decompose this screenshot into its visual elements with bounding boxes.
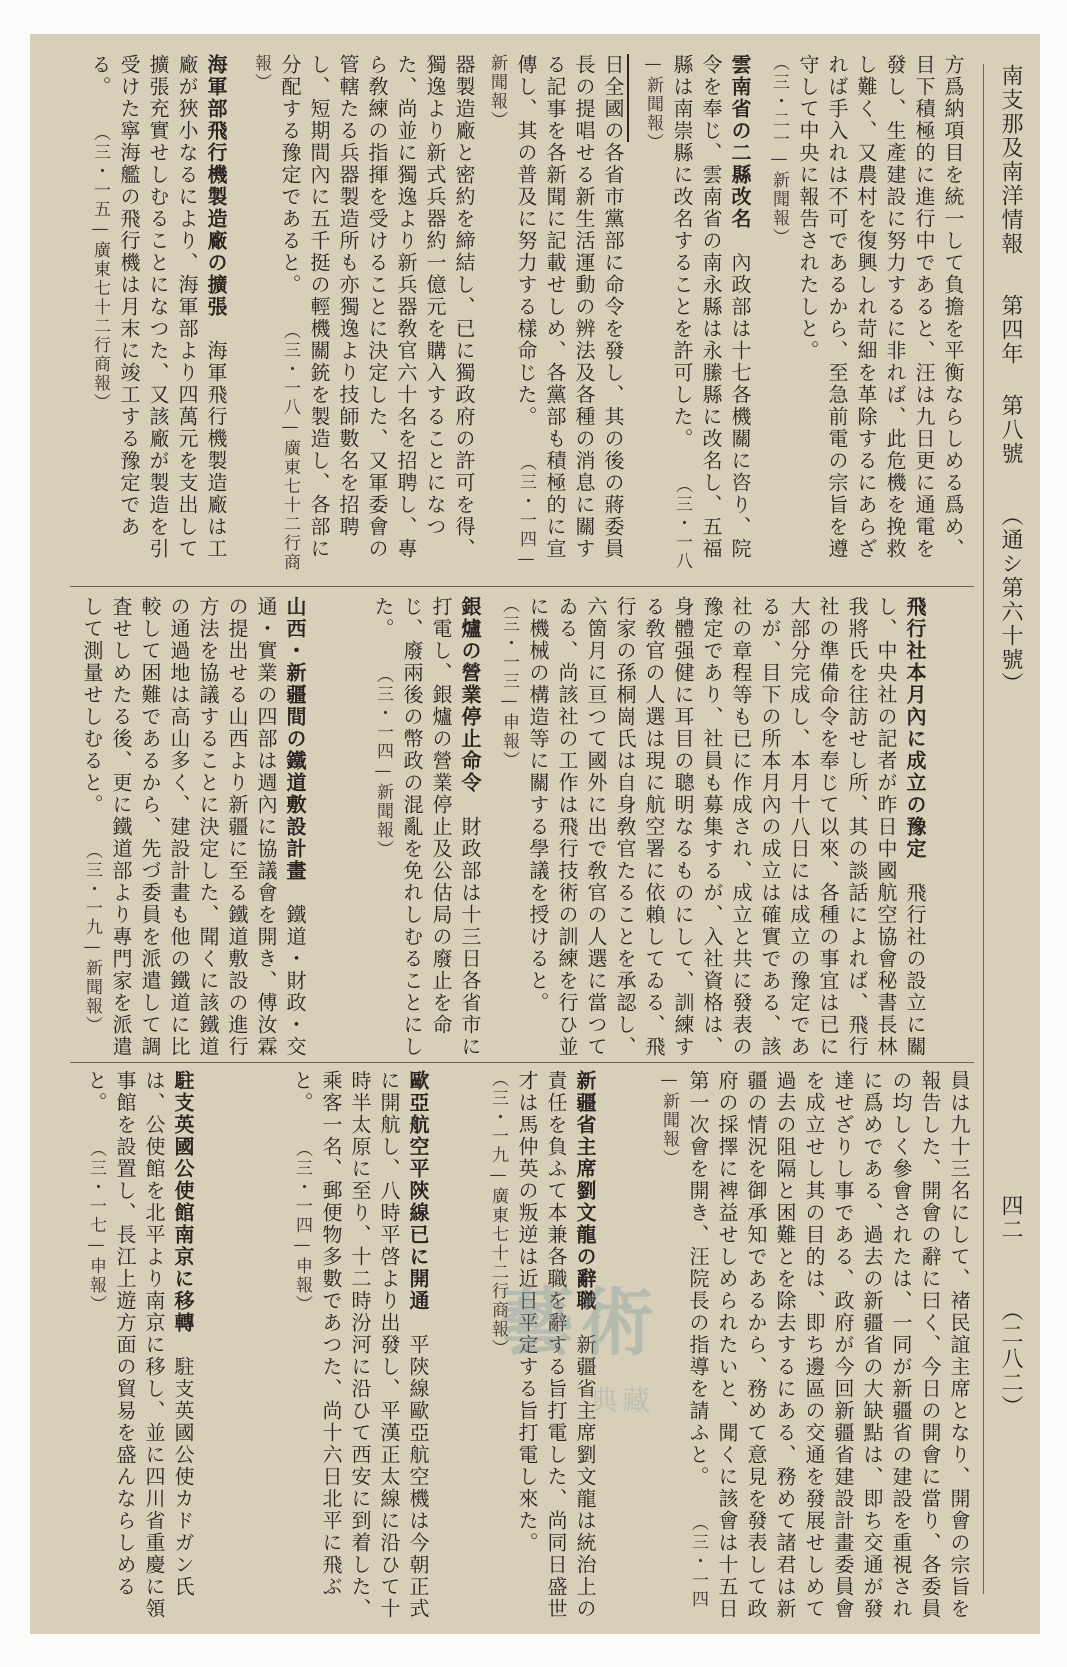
article-source: （三・一四—新聞報） [373, 666, 393, 859]
article-body: 海軍飛行機製造廠は工廠が狹小なるにより、海軍部より四萬元を支出して擴張充實せしむることになつた、又該廠が製造を引受けた寧海艦の飛行機は月末に竣工する豫定である。 [88, 54, 228, 560]
middle-rule-bottom [70, 1062, 974, 1063]
article-body: 新疆省主席劉文龍は統治上の責任を負ふて本兼各職を辭する旨打電した、尚同日盛世才は馬仲英の叛逆は近日平定する旨打電し來た。 [515, 1070, 597, 1620]
section-title-other [627, 54, 632, 142]
archive-watermark-sub: 典藏 [590, 1384, 655, 1417]
article-continuation [764, 54, 974, 579]
article-heading: 駐支英國公使館南京に移轉 [171, 1070, 195, 1334]
article-body: 平陝線歐亞航空機は今朝正式に開航し、八時平啓より出發し、平漢正太線に沿ひて十時半太原に至り、十二時汾河に沿ひて西安に到着した、乘客一名、郵便物多數であつた、尚十六日北平に飛ぶと。 [290, 1070, 430, 1620]
article-new-life [482, 54, 632, 579]
issue-label: 第八號 [998, 394, 1023, 466]
page-number: 四二 [998, 1194, 1023, 1242]
page-total: （二八二） [998, 1299, 1023, 1419]
article-source: （三・一四—申報） [292, 1140, 312, 1314]
article-source: （三・二一—新聞報） [769, 54, 789, 247]
article-eurasia-airline [287, 1070, 477, 1620]
document-page [30, 34, 1040, 1634]
header-rule [983, 64, 984, 1594]
article-body: 駐支英國公使カドガン氏は、公使館を北平より南京に移し、並に四川省重慶に領事館を設置し、長江上遊方面の貿易を盛んならしめると。 [84, 1070, 195, 1620]
article-source: （三・一八—新聞報） [643, 54, 692, 571]
article-body: 方爲納項目を統一して負擔を平衡ならしめる爲め、目下積極的に進行中であると、汪は九日更に通電を發し、生產建設に努力するに非れば、此危機を挽救し難く、又農村を復興しれ苛細を革除するにあらざれば手入れは不可であるから、至急前電の宗旨を遵守して中央に報告されたしと。 [796, 54, 965, 560]
article-silver-furnace [368, 596, 488, 1058]
article-source: （三・一八—廣東七十二行商報） [251, 54, 300, 572]
article-source: （三・一九—廣東七十二行商報） [488, 1070, 508, 1358]
running-header [984, 34, 1040, 1634]
article-construction-committee [654, 1070, 974, 1620]
article-source: （三・一三—申報） [499, 596, 519, 770]
article-yunnan [638, 54, 758, 579]
article-body: 員は九十三名にして、褚民誼主席となり、開會の宗旨を報告した、開會の辭に曰く、今日の開會に當り、各委員の均しく參會されたは、一同が新疆省の建設を重視されに爲めである、過去の新疆省の大缺點は、即ち交通が發達せざりし事である、政府が今回新疆省建設計畫委員會を成立せし其の目的は、即ち邊區の交通を發展せしめて過去の阻隔と困難とを除去するにある、務めて諸君は新疆の情況を御承知であるから、務めて意見を發表して政府の採擇に裨益せしめられたいと、聞くに該會は十五日第一次會を開き、汪院長の指導を請ふと。 [686, 1070, 971, 1620]
article-source: （三・一四—新聞報） [659, 1070, 708, 1609]
article-heading: 雲南省の二縣改名 [728, 54, 752, 230]
article-heading: 銀爐の營業停止命令 [458, 596, 482, 794]
middle-rule-top [70, 586, 974, 587]
archive-watermark: 藝術 [500, 1280, 660, 1366]
article-heading: 山西・新疆間の鐵道敷設計畫 [283, 596, 307, 882]
article-navy-factory [85, 54, 240, 579]
article-source: （三・一九—新聞報） [82, 842, 102, 1035]
article-body: 內政部は十七各機關に咨り、院令を奉じ、雲南省の南永縣は永縢縣に改名し、五福縣は南崇縣に改名することを許可した。 [670, 54, 752, 560]
article-heading: 新疆省主席劉文龍の辭職 [573, 1070, 597, 1312]
article-chiang-arms [246, 54, 476, 579]
article-body: 飛行社の設立に關し、中央社の記者が昨日中國航空協會秘書長林我將氏を往訪せし所、其の談話によれば、飛行社の準備命令を奉じて以來、各種の事宜は已に大部分完成し、本月十八日には成立の豫定であるが、目下の所本月內の成立は確實である、該社の章程等も已に作成され、成立と共に發表の豫定であり、社員も募集するが、入社資格は、身體强健に耳目の聰明なるものにして、訓練する敎官の人選は現に航空署に依賴してゐる、飛行家の孫桐崗氏は自身敎官たることを承認し、六箇月に亘つて國外に出で敎官の人選に當つてゐる、尚該社の工作は飛行技術の訓練を行ひ並に機械の構造等に關する學議を授けると。 [526, 596, 927, 1058]
article-heading: 歐亞航空平陝線已に開通 [406, 1070, 430, 1312]
article-source: （三・一七—申報） [86, 1140, 106, 1314]
volume-label: 第四年 [998, 294, 1023, 366]
article-heading: 飛行社本月內に成立の豫定 [903, 596, 927, 860]
journal-title: 南支那及南洋情報 [998, 64, 1023, 256]
article-shanxi-railway [77, 596, 362, 1058]
article-body: 日全國の各省市黨部に命令を發し、其の後の蔣委員長の提唱せる新生活運動の辨法及各種の消息に關する記事を各新聞に記載せしめ、各黨部も積極的に宣傳し、其の普及に努力する樣命じた。 [514, 54, 625, 560]
article-british-legation [81, 1070, 281, 1620]
article-body: 財政部は十三日各省市に打電し、銀爐の營業停止及公估局の廢止を命じ、廢兩後の幣政の混亂を免れしむることにした。 [371, 596, 482, 1058]
article-heading: 海軍部飛行機製造廠の擴張 [204, 54, 228, 318]
article-source: （三・一四—新聞報） [487, 54, 536, 571]
article-body: 鐵道・財政・交通・實業の四部は週內に協議會を開き、傅汝霖の提出せる山西より新疆に至る鐵道敷設の進行方法を協議することに決定した、聞くに該鐵道の通過地は高山多く、建設計畫も他の鐵道に比較して困難であるから、先づ委員を派遣して調査せしめたる後、更に鐵道部より專門家を派遣して測量せしむると。 [80, 596, 307, 1058]
article-body: 器製造廠と密約を締結し、已に獨政府の許可を得、獨逸より新式兵器約一億元を購入することになつた、尚並に獨逸より新兵器敎官六十名を招聘し、專ら敎練の指揮を受けることに決定した、又軍委會の管轄たる兵器製造所も亦獨逸より技師數名を招聘し、短期間內に五千挺の輕機關銃を製造し、各部に分配する豫定であると。 [278, 54, 476, 560]
article-source: （三・一五—廣東七十二行商報） [90, 124, 110, 412]
serial-label: （通シ第六十號） [998, 504, 1023, 696]
article-aviation-society [494, 596, 974, 1058]
